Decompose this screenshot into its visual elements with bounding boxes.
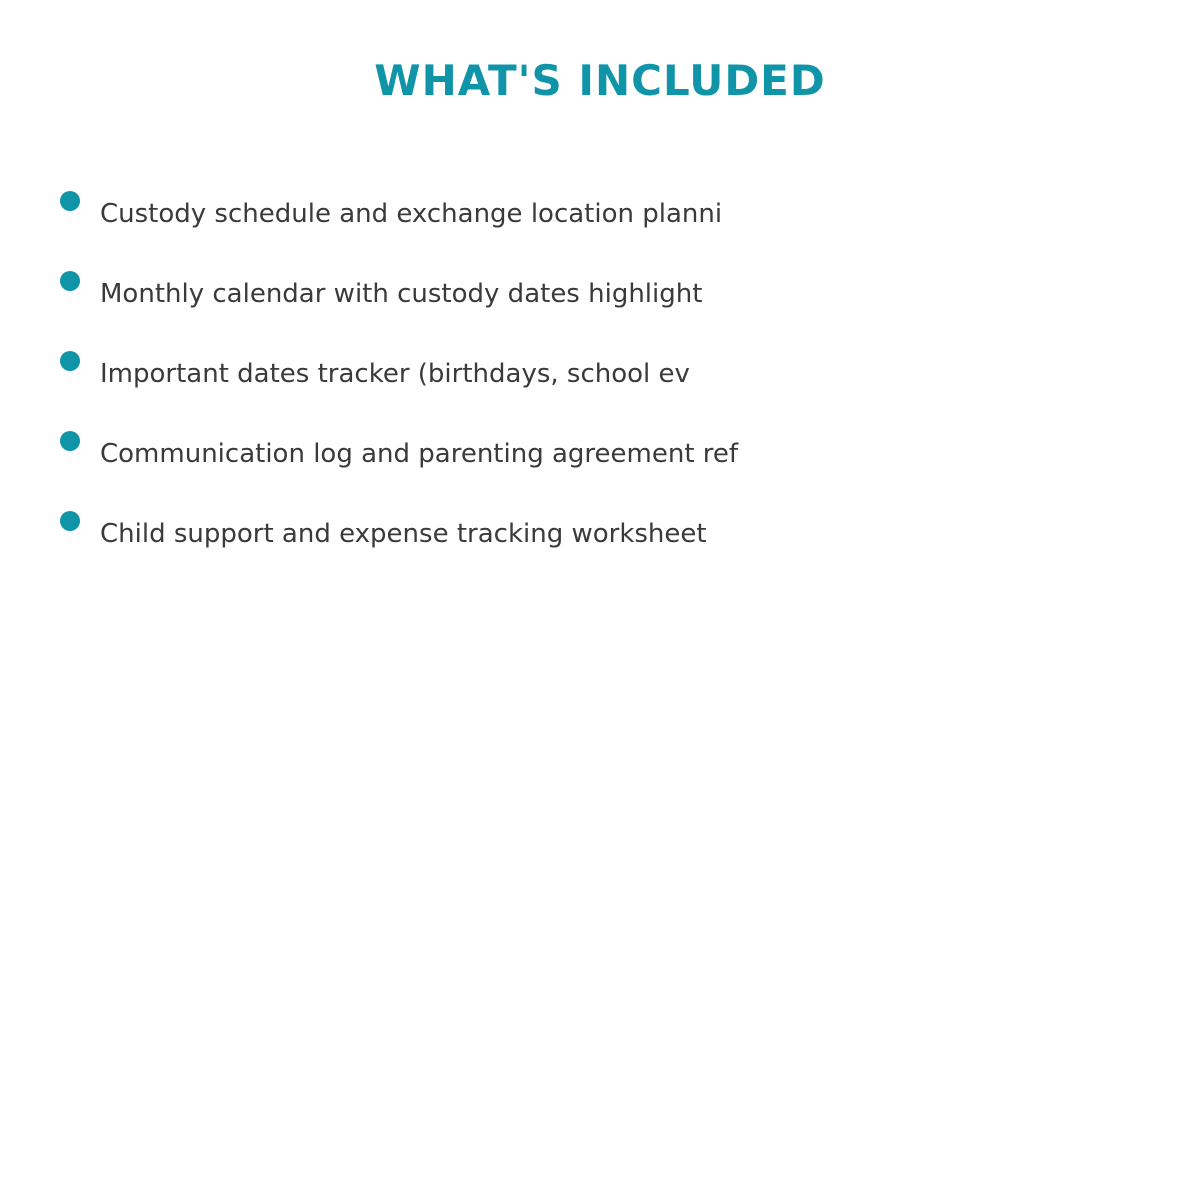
- list-item: [60, 511, 1160, 591]
- list-item-label: Child support and expense tracking worksheet: [100, 519, 707, 549]
- list-item: [60, 431, 1160, 511]
- bullet-icon: [60, 511, 80, 531]
- list-item-label: Communication log and parenting agreement ref: [100, 439, 739, 469]
- bullet-icon: [60, 191, 80, 211]
- list-item-label: Monthly calendar with custody dates highlight: [100, 279, 703, 309]
- list-item: [60, 191, 1160, 271]
- list-item-label: Custody schedule and exchange location planni: [100, 199, 723, 229]
- list-item-label: Important dates tracker (birthdays, school ev: [100, 359, 690, 389]
- list-item: [60, 271, 1160, 351]
- bullet-icon: [60, 351, 80, 371]
- included-list: [60, 191, 1160, 591]
- list-item: [60, 351, 1160, 431]
- page-title: WHAT'S INCLUDED: [374, 56, 826, 105]
- bullet-icon: [60, 271, 80, 291]
- bullet-icon: [60, 431, 80, 451]
